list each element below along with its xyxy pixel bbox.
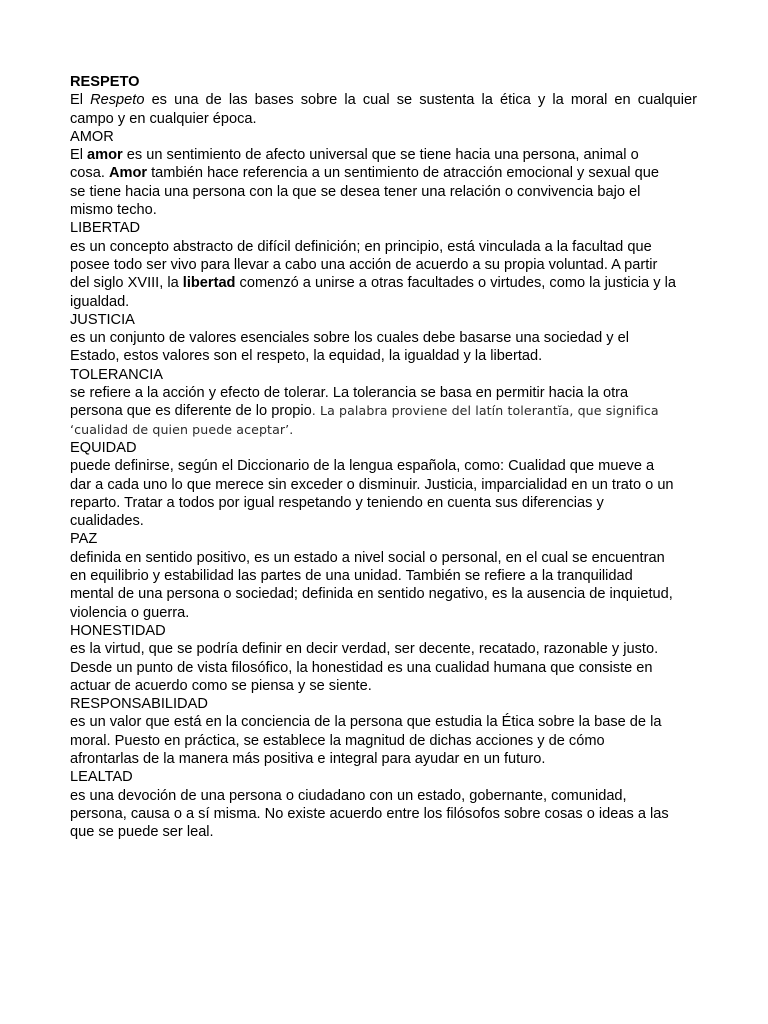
heading-tolerancia: TOLERANCIA (70, 366, 163, 383)
paragraph-lealtad (70, 787, 697, 842)
text-run: cosa. (70, 165, 109, 182)
paragraph-line: ‘cualidad de quien puede aceptar’. (70, 421, 294, 437)
text-run: es una de las bases sobre la cual se sustenta la ética y la moral en cualquier (144, 92, 697, 109)
section-responsabilidad (70, 695, 697, 768)
paragraph-equidad (70, 457, 697, 530)
section-justicia (70, 311, 697, 366)
heading-respeto: RESPETO (70, 74, 140, 90)
paragraph-line: igualdad. (70, 293, 130, 310)
text-run: es un sentimiento de afecto universal que se tiene hacia una persona, animal o (122, 147, 639, 164)
paragraph-respeto (70, 91, 697, 128)
heading-honestidad: HONESTIDAD (70, 622, 166, 639)
paragraph-line: es un conjunto de valores esenciales sobre los cuales debe basarse una sociedad y el (70, 330, 629, 347)
paragraph-line: es un concepto abstracto de difícil definición; en principio, está vinculada a la facultad que (70, 238, 652, 255)
paragraph-line (70, 146, 697, 164)
text-run: del siglo XVIII, la (70, 275, 183, 292)
text-run: El (70, 147, 88, 164)
paragraph-line: mental de una persona o sociedad; definida en sentido negativo, es la ausencia de inquietud, (70, 586, 673, 603)
paragraph-line: persona, causa o a sí misma. No existe acuerdo entre los filósofos sobre cosas o ideas a las (70, 805, 669, 822)
heading-amor: AMOR (70, 128, 114, 145)
paragraph-honestidad (70, 640, 697, 695)
paragraph-line: posee todo ser vivo para llevar a cabo una acción de acuerdo a su propia voluntad. A partir (70, 256, 658, 273)
paragraph-line: cualidades. (70, 513, 144, 530)
paragraph-line: dar a cada uno lo que merece sin exceder o disminuir. Justicia, imparcialidad en un trato o un (70, 476, 674, 493)
heading-responsabilidad: RESPONSABILIDAD (70, 696, 208, 713)
heading-justicia: JUSTICIA (70, 311, 135, 328)
paragraph-line: mismo techo. (70, 202, 157, 219)
paragraph-line (70, 402, 697, 420)
paragraph-line: se tiene hacia una persona con la que se desea tener una relación o convivencia bajo el (70, 183, 641, 200)
paragraph-line: moral. Puesto en práctica, se establece la magnitud de dichas acciones y de cómo (70, 732, 605, 749)
text-run: comenzó a unirse a otras facultades o virtudes, como la justicia y la (235, 275, 676, 292)
paragraph-line: es una devoción de una persona o ciudadano con un estado, gobernante, comunidad, (70, 787, 627, 804)
section-equidad (70, 439, 697, 530)
paragraph-line: Estado, estos valores son el respeto, la equidad, la igualdad y la libertad. (70, 348, 543, 365)
paragraph-line: puede definirse, según el Diccionario de la lengua española, como: Cualidad que mueve a (70, 458, 655, 475)
paragraph-paz (70, 549, 697, 622)
paragraph-line (70, 274, 697, 292)
section-lealtad (70, 768, 697, 841)
paragraph-line: violencia o guerra. (70, 604, 190, 621)
text-run: El (70, 92, 91, 109)
heading-paz: PAZ (70, 531, 98, 548)
paragraph-tolerancia (70, 384, 697, 439)
quoted-text-run: . La palabra proviene del latín tolerantĭa, que significa (311, 403, 659, 419)
text-run: persona que es diferente de lo propio (70, 403, 312, 420)
section-amor (70, 128, 697, 219)
section-respeto (70, 73, 697, 128)
section-paz (70, 530, 697, 621)
bold-term: libertad (182, 275, 236, 292)
section-tolerancia (70, 366, 697, 439)
heading-libertad: LIBERTAD (70, 220, 141, 237)
paragraph-responsabilidad (70, 713, 697, 768)
section-libertad (70, 219, 697, 310)
paragraph-line: Desde un punto de vista filosófico, la honestidad es una cualidad humana que consiste en (70, 659, 653, 676)
heading-equidad: EQUIDAD (70, 439, 137, 456)
paragraph-justicia (70, 329, 697, 366)
heading-lealtad: LEALTAD (70, 769, 133, 786)
bold-term: amor (87, 147, 123, 164)
paragraph-line (70, 91, 697, 109)
bold-term: Amor (108, 165, 148, 182)
paragraph-line: es la virtud, que se podría definir en decir verdad, ser decente, recatado, razonable y justo. (70, 641, 659, 658)
text-run: también hace referencia a un sentimiento de atracción emocional y sexual que (147, 165, 659, 182)
paragraph-libertad (70, 238, 697, 311)
paragraph-line: actuar de acuerdo como se piensa y se siente. (70, 677, 372, 694)
paragraph-line: en equilibrio y estabilidad las partes de una unidad. También se refiere a la tranquilidad (70, 568, 633, 585)
paragraph-line: campo y en cualquier época. (70, 110, 257, 127)
paragraph-line: reparto. Tratar a todos por igual respetando y teniendo en cuenta sus diferencias y (70, 494, 604, 511)
paragraph-line: afrontarlas de la manera más positiva e integral para ayudar en un futuro. (70, 750, 546, 767)
paragraph-line: que se puede ser leal. (70, 824, 214, 841)
paragraph-line (70, 164, 697, 182)
document-page (70, 73, 697, 841)
paragraph-amor (70, 146, 697, 219)
section-honestidad (70, 622, 697, 695)
paragraph-line: es un valor que está en la conciencia de la persona que estudia la Ética sobre la base de la (70, 714, 662, 731)
paragraph-line: definida en sentido positivo, es un estado a nivel social o personal, en el cual se encuentran (70, 549, 665, 566)
italic-term: Respeto (90, 92, 145, 109)
paragraph-line: se refiere a la acción y efecto de tolerar. La tolerancia se basa en permitir hacia la otra (70, 385, 629, 402)
